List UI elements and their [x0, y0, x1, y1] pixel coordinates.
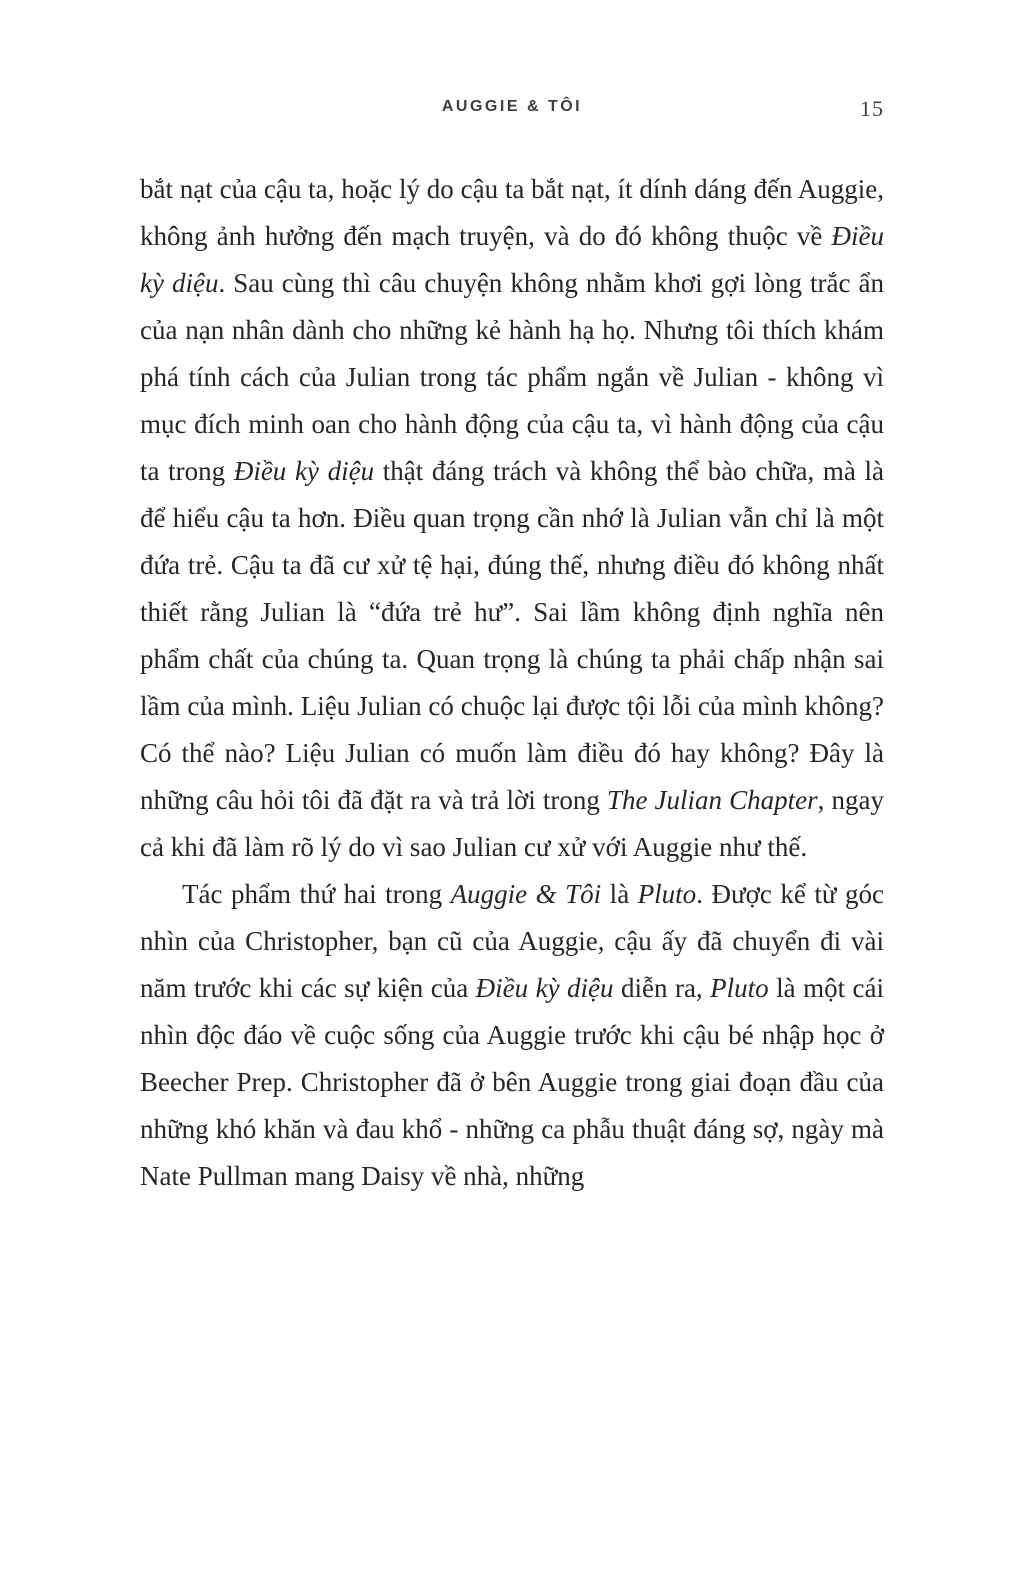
- page-body: [140, 166, 884, 1200]
- text-run-italic: Pluto: [710, 973, 769, 1003]
- text-run-italic: Điều kỳ diệu: [233, 456, 375, 486]
- text-run: diễn ra,: [613, 973, 711, 1003]
- text-run-italic: Điều kỳ diệu: [475, 973, 614, 1003]
- paragraph-2: [140, 871, 884, 1200]
- text-run: , ngay cả khi đã làm rõ lý do vì sao Julian cư xử với Auggie như thế.: [140, 785, 884, 862]
- text-run-italic: Điều kỳ diệu: [140, 221, 884, 298]
- text-run-italic: The Julian Chapter: [606, 785, 818, 815]
- text-run-italic: Pluto: [637, 879, 697, 909]
- text-run: Tác phẩm thứ hai trong: [182, 879, 451, 909]
- text-run: . Sau cùng thì câu chuyện không nhằm khơi gợi lòng trắc ẩn của nạn nhân dành cho những kẻ hành hạ họ. Nhưng tôi thích khám phá tính cách của Julian trong tác phẩm ngắn về Julian - không vì mục đích minh oan cho hành động của cậu ta, vì hành động của cậu ta trong: [140, 268, 884, 486]
- text-run: thật đáng trách và không thể bào chữa, mà là để hiểu cậu ta hơn. Điều quan trọng cần nhớ là Julian vẫn chỉ là một đứa trẻ. Cậu ta đã cư xử tệ hại, đúng thế, nhưng điều đó không nhất thiết rằng Julian là “đứa trẻ hư”. Sai lầm không định nghĩa nên phẩm chất của chúng ta. Quan trọng là chúng ta phải chấp nhận sai lầm của mình. Liệu Julian có chuộc lại được tội lỗi của mình không? Có thể nào? Liệu Julian có muốn làm điều đó hay không? Đây là những câu hỏi tôi đã đặt ra và trả lời trong: [140, 456, 885, 815]
- page-number: 15: [860, 96, 884, 121]
- text-run: là một cái nhìn độc đáo về cuộc sống của Auggie trước khi cậu bé nhập học ở Beecher Prep. Christopher đã ở bên Auggie trong giai đoạn đầu của những khó khăn và đau khổ - những ca phẫu thuật đáng sợ, ngày mà Nate Pullman mang Daisy về nhà, những: [140, 973, 885, 1191]
- paragraph-1: [140, 166, 884, 871]
- text-run-italic: Auggie & Tôi: [450, 879, 602, 909]
- text-run: . Được kể từ góc nhìn của Christopher, bạn cũ của Auggie, cậu ấy đã chuyển đi vài năm trước khi các sự kiện của: [140, 879, 884, 1003]
- running-title: AUGGIE & TÔI: [441, 98, 583, 115]
- text-run: bắt nạt của cậu ta, hoặc lý do cậu ta bắt nạt, ít dính dáng đến Auggie, không ảnh hưởng đến mạch truyện, và do đó không thuộc về: [140, 174, 884, 251]
- page-header: [140, 96, 884, 126]
- text-run: là: [601, 879, 638, 909]
